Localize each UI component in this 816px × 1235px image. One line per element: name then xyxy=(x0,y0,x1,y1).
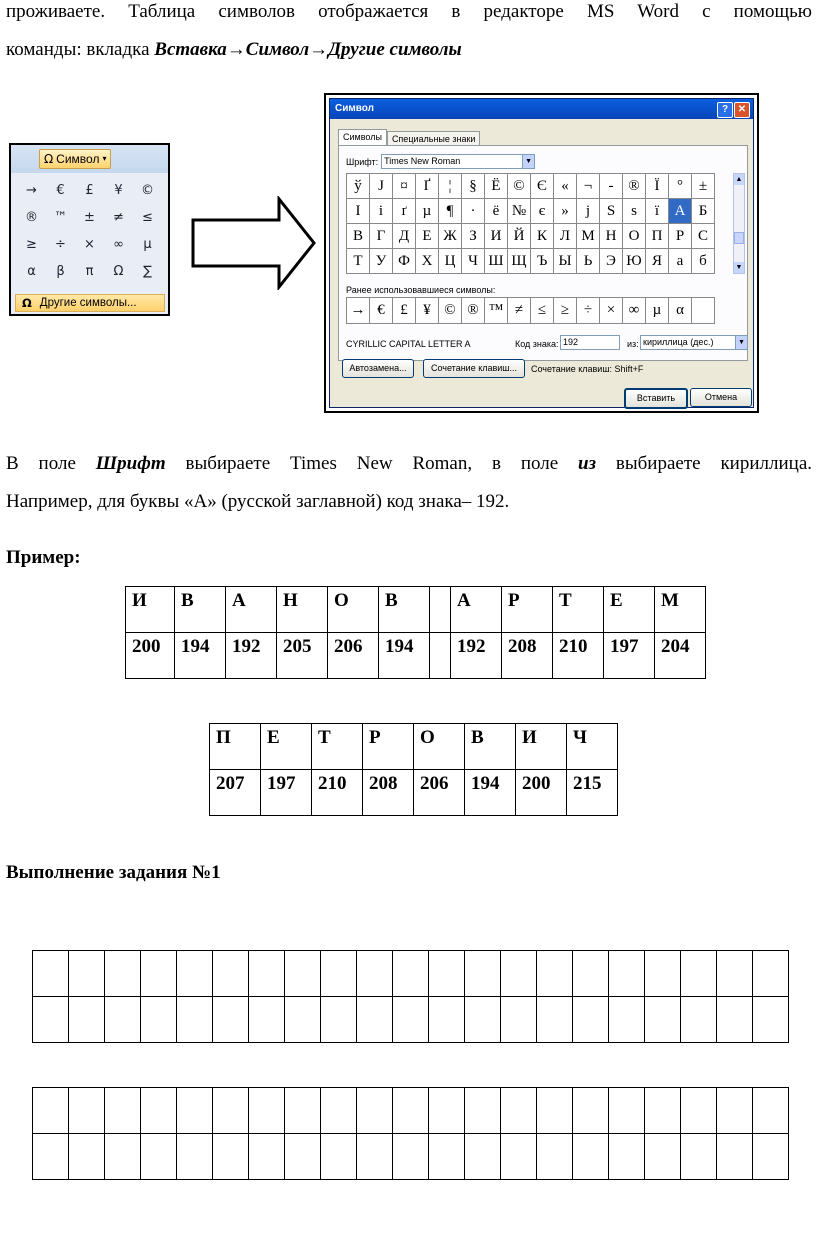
answer-cell[interactable] xyxy=(609,1134,645,1180)
table-row xyxy=(210,724,618,770)
answer-cell[interactable] xyxy=(429,997,465,1043)
answer-cell[interactable] xyxy=(357,1134,393,1180)
table-cell: 210 xyxy=(553,633,604,679)
more-symbols-menu-item[interactable] xyxy=(15,294,165,312)
recent-symbol-cell[interactable]: ≥ xyxy=(554,298,577,324)
symbol-cell[interactable]: Р xyxy=(669,224,692,249)
answer-cell[interactable] xyxy=(249,951,285,997)
symbol-dialog-screenshot xyxy=(324,93,759,413)
symbol-dropdown-cell[interactable]: ∑ xyxy=(143,264,152,279)
answer-cell[interactable] xyxy=(177,997,213,1043)
answer-cell[interactable] xyxy=(429,1134,465,1180)
answer-grid-2 xyxy=(32,1087,789,1180)
table-cell: О xyxy=(414,724,465,770)
intro-command-prefix: команды: вкладка xyxy=(6,39,155,60)
example-table-2 xyxy=(209,723,618,816)
answer-cell[interactable] xyxy=(141,951,177,997)
body-line-2: Например, для буквы «А» (русской заглавной) код знака– 192. xyxy=(6,491,510,512)
recent-symbol-cell[interactable]: ∞ xyxy=(623,298,646,324)
recent-symbols-label: Ранее использовавшиеся символы: xyxy=(346,285,496,295)
answer-cell[interactable] xyxy=(717,1088,753,1134)
symbol-cell[interactable]: Ъ xyxy=(531,249,554,274)
table-cell: 210 xyxy=(312,770,363,816)
answer-cell[interactable] xyxy=(501,997,537,1043)
symbol-cell[interactable]: Ы xyxy=(554,249,577,274)
symbol-cell[interactable]: ® xyxy=(623,174,646,199)
answer-cell[interactable] xyxy=(321,1134,357,1180)
symbol-dialog xyxy=(329,98,754,408)
omega-icon: Ω xyxy=(22,296,32,310)
symbol-cell[interactable]: Є xyxy=(531,174,554,199)
answer-cell[interactable] xyxy=(537,1134,573,1180)
symbols-tab-panel xyxy=(338,145,748,361)
symbol-cell[interactable]: Ј xyxy=(370,174,393,199)
answer-cell[interactable] xyxy=(429,1088,465,1134)
font-select-value: Times New Roman xyxy=(384,156,461,166)
answer-cell[interactable] xyxy=(501,1134,537,1180)
symbol-cell[interactable]: З xyxy=(462,224,485,249)
help-icon[interactable]: ? xyxy=(717,102,733,118)
symbol-cell[interactable]: С xyxy=(692,224,715,249)
symbol-cell[interactable]: Т xyxy=(347,249,370,274)
answer-cell[interactable] xyxy=(681,1088,717,1134)
answer-cell[interactable] xyxy=(105,1088,141,1134)
character-code-label: Код знака: xyxy=(515,339,559,349)
symbol-cell[interactable]: К xyxy=(531,224,554,249)
answer-cell[interactable] xyxy=(33,997,69,1043)
symbol-cell[interactable]: М xyxy=(577,224,600,249)
recent-symbol-cell[interactable]: → xyxy=(347,298,370,324)
symbol-cell[interactable]: Д xyxy=(393,224,416,249)
example-table-1 xyxy=(125,586,706,679)
answer-cell[interactable] xyxy=(573,1134,609,1180)
symbol-cell[interactable]: ї xyxy=(646,199,669,224)
symbol-cell[interactable]: « xyxy=(554,174,577,199)
symbol-dropdown-cell[interactable]: ≥ xyxy=(26,237,37,252)
table-cell: М xyxy=(655,587,706,633)
symbol-cell[interactable]: Ц xyxy=(439,249,462,274)
symbol-cell[interactable]: Щ xyxy=(508,249,531,274)
answer-cell[interactable] xyxy=(213,1134,249,1180)
symbol-cell[interactable]: ј xyxy=(577,199,600,224)
symbol-cell[interactable]: Г xyxy=(370,224,393,249)
cancel-button[interactable]: Отмена xyxy=(690,388,752,407)
symbol-cell[interactable]: ґ xyxy=(393,199,416,224)
symbol-cell[interactable]: - xyxy=(600,174,623,199)
table-cell: Ч xyxy=(567,724,618,770)
symbol-cell[interactable]: Э xyxy=(600,249,623,274)
table-cell: 208 xyxy=(363,770,414,816)
table-cell: Р xyxy=(363,724,414,770)
symbol-cell[interactable]: Ѕ xyxy=(600,199,623,224)
symbol-dropdown-cell[interactable]: € xyxy=(56,183,65,198)
symbol-cell[interactable]: Ч xyxy=(462,249,485,274)
font-label: Шрифт: xyxy=(346,156,379,167)
answer-cell[interactable] xyxy=(645,1088,681,1134)
symbol-cell[interactable]: » xyxy=(554,199,577,224)
recent-symbol-cell[interactable]: € xyxy=(370,298,393,324)
answer-cell[interactable] xyxy=(249,1134,285,1180)
character-code-input[interactable]: 192 xyxy=(560,335,620,350)
table-cell: И xyxy=(516,724,567,770)
symbol-cell[interactable]: ё xyxy=(485,199,508,224)
recent-symbol-cell[interactable]: ≠ xyxy=(508,298,531,324)
omega-icon: Ω xyxy=(44,152,54,166)
dialog-tabs xyxy=(338,131,480,146)
table-cell: Н xyxy=(277,587,328,633)
scroll-down-icon[interactable]: ▼ xyxy=(735,264,743,271)
symbol-cell[interactable]: ° xyxy=(669,174,692,199)
table-cell: В xyxy=(175,587,226,633)
symbol-cell[interactable]: Ґ xyxy=(416,174,439,199)
symbol-dropdown-cell[interactable]: ∞ xyxy=(113,237,124,252)
character-name: CYRILLIC CAPITAL LETTER A xyxy=(346,339,471,349)
table-row xyxy=(126,587,706,633)
insert-button[interactable]: Вставить xyxy=(624,388,688,409)
symbol-ribbon-button[interactable] xyxy=(39,149,111,169)
symbol-cell[interactable]: Я xyxy=(646,249,669,274)
recent-symbols-grid xyxy=(346,297,715,324)
table-cell: Р xyxy=(502,587,553,633)
symbol-cell[interactable]: ¦ xyxy=(439,174,462,199)
symbol-dropdown-cell[interactable]: £ xyxy=(85,183,94,198)
answer-cell[interactable] xyxy=(69,951,105,997)
table-cell: А xyxy=(226,587,277,633)
table-cell: 194 xyxy=(379,633,430,679)
table-cell: 200 xyxy=(126,633,175,679)
table-cell: 215 xyxy=(567,770,618,816)
answer-cell[interactable] xyxy=(357,1088,393,1134)
table-cell: 200 xyxy=(516,770,567,816)
answer-cell[interactable] xyxy=(213,1088,249,1134)
table-cell: О xyxy=(328,587,379,633)
answer-cell[interactable] xyxy=(645,1134,681,1180)
table-cell: 205 xyxy=(277,633,328,679)
symbol-cell[interactable]: б xyxy=(692,249,715,274)
symbol-cell[interactable]: а xyxy=(669,249,692,274)
symbol-cell[interactable]: № xyxy=(508,199,531,224)
answer-cell[interactable] xyxy=(609,997,645,1043)
symbol-cell[interactable]: § xyxy=(462,174,485,199)
answer-cell[interactable] xyxy=(501,951,537,997)
symbol-cell[interactable]: ў xyxy=(347,174,370,199)
symbol-cell[interactable]: В xyxy=(347,224,370,249)
symbol-cell[interactable]: О xyxy=(623,224,646,249)
intro-command-path: Вставка→Символ→Другие символы xyxy=(154,39,462,60)
answer-cell[interactable] xyxy=(393,951,429,997)
symbol-cell[interactable]: Б xyxy=(692,199,715,224)
table-cell: 206 xyxy=(328,633,379,679)
symbol-cell[interactable]: Ф xyxy=(393,249,416,274)
symbol-dropdown-cell[interactable]: α xyxy=(27,264,36,279)
answer-cell[interactable] xyxy=(393,1088,429,1134)
answer-cell[interactable] xyxy=(465,1134,501,1180)
symbol-cell[interactable]: ¤ xyxy=(393,174,416,199)
table-cell: В xyxy=(379,587,430,633)
answer-cell[interactable] xyxy=(105,951,141,997)
answer-cell[interactable] xyxy=(69,997,105,1043)
answer-cell[interactable] xyxy=(249,1088,285,1134)
table-row xyxy=(126,633,706,679)
symbol-cell[interactable]: Х xyxy=(416,249,439,274)
shortcut-key-button[interactable]: Сочетание клавиш... xyxy=(423,359,525,378)
table-cell: 197 xyxy=(604,633,655,679)
symbol-dropdown-panel xyxy=(9,143,170,316)
table-cell: 192 xyxy=(451,633,502,679)
answer-cell[interactable] xyxy=(753,1134,789,1180)
chevron-down-icon: ▾ xyxy=(102,154,107,163)
answer-cell[interactable] xyxy=(681,951,717,997)
answer-cell[interactable] xyxy=(285,1134,321,1180)
table-cell: Т xyxy=(312,724,363,770)
symbol-cell[interactable]: © xyxy=(508,174,531,199)
answer-cell[interactable] xyxy=(285,951,321,997)
symbol-cell[interactable]: Й xyxy=(508,224,531,249)
answer-cell[interactable] xyxy=(753,997,789,1043)
symbol-cell[interactable]: Ё xyxy=(485,174,508,199)
symbol-cell[interactable]: і xyxy=(370,199,393,224)
font-select[interactable] xyxy=(381,154,535,169)
answer-cell[interactable] xyxy=(573,951,609,997)
example-heading: Пример: xyxy=(6,547,81,568)
answer-cell[interactable] xyxy=(105,1134,141,1180)
symbol-dropdown-cell[interactable]: ± xyxy=(84,210,95,225)
table-cell xyxy=(430,587,451,633)
body-text: выбираете кириллица. xyxy=(596,453,813,474)
answer-cell[interactable] xyxy=(177,1088,213,1134)
table-cell: 192 xyxy=(226,633,277,679)
symbol-cell[interactable]: І xyxy=(347,199,370,224)
body-font-term: Шрифт xyxy=(95,453,166,474)
chevron-down-icon[interactable]: ▼ xyxy=(522,155,534,168)
answer-cell[interactable] xyxy=(69,1134,105,1180)
autocorrect-button[interactable]: Автозамена... xyxy=(342,359,414,378)
answer-cell[interactable] xyxy=(105,997,141,1043)
answer-cell[interactable] xyxy=(141,1088,177,1134)
close-icon[interactable]: ✕ xyxy=(734,102,750,118)
answer-cell[interactable] xyxy=(249,997,285,1043)
table-cell: Е xyxy=(604,587,655,633)
symbol-cell[interactable]: µ xyxy=(416,199,439,224)
recent-symbol-cell[interactable]: × xyxy=(600,298,623,324)
body-from-term: из xyxy=(578,453,597,474)
answer-cell[interactable] xyxy=(753,1088,789,1134)
symbol-cell[interactable]: ¶ xyxy=(439,199,462,224)
answer-cell[interactable] xyxy=(321,997,357,1043)
answer-cell[interactable] xyxy=(465,1088,501,1134)
answer-cell[interactable] xyxy=(69,1088,105,1134)
symbol-cell[interactable]: Ю xyxy=(623,249,646,274)
symbol-ribbon-label: Символ xyxy=(56,152,100,166)
answer-cell[interactable] xyxy=(717,997,753,1043)
symbol-dropdown-cell[interactable]: µ xyxy=(143,237,152,252)
table-cell: 197 xyxy=(261,770,312,816)
table-row xyxy=(33,1088,789,1134)
answer-cell[interactable] xyxy=(753,951,789,997)
symbol-dropdown-cell[interactable]: ÷ xyxy=(55,237,66,252)
answer-cell[interactable] xyxy=(681,997,717,1043)
symbol-cell[interactable]: ± xyxy=(692,174,715,199)
symbol-dropdown-cell[interactable]: π xyxy=(85,264,94,279)
recent-symbol-cell[interactable]: © xyxy=(439,298,462,324)
symbol-cell[interactable]: Е xyxy=(416,224,439,249)
body-text: В поле xyxy=(6,453,96,474)
symbol-cell[interactable]: П xyxy=(646,224,669,249)
recent-symbol-cell[interactable]: ¥ xyxy=(416,298,439,324)
symbol-cell[interactable]: У xyxy=(370,249,393,274)
table-cell: В xyxy=(465,724,516,770)
answer-grid-1 xyxy=(32,950,789,1043)
table-cell: 204 xyxy=(655,633,706,679)
symbol-dropdown-grid xyxy=(17,177,162,285)
symbol-cell[interactable]: А xyxy=(669,199,692,224)
shortcut-key-text: Сочетание клавиш: Shift+F xyxy=(531,364,644,374)
answer-cell[interactable] xyxy=(177,951,213,997)
table-row xyxy=(33,997,789,1043)
answer-cell[interactable] xyxy=(537,997,573,1043)
recent-symbol-cell[interactable]: α xyxy=(669,298,692,324)
answer-cell[interactable] xyxy=(681,1134,717,1180)
answer-cell[interactable] xyxy=(213,997,249,1043)
answer-cell[interactable] xyxy=(321,1088,357,1134)
answer-cell[interactable] xyxy=(393,1134,429,1180)
dialog-title: Символ xyxy=(335,103,374,114)
symbol-dropdown-cell[interactable]: ® xyxy=(25,210,38,225)
answer-cell[interactable] xyxy=(465,997,501,1043)
symbol-dropdown-cell[interactable]: ¥ xyxy=(114,183,123,198)
answer-cell[interactable] xyxy=(33,1088,69,1134)
symbol-cell[interactable]: Л xyxy=(554,224,577,249)
tab-special-characters[interactable]: Специальные знаки xyxy=(387,131,481,146)
answer-cell[interactable] xyxy=(393,997,429,1043)
answer-cell[interactable] xyxy=(537,1088,573,1134)
answer-cell[interactable] xyxy=(501,1088,537,1134)
more-symbols-label: Другие символы... xyxy=(39,297,137,309)
answer-cell[interactable] xyxy=(537,951,573,997)
answer-cell[interactable] xyxy=(321,951,357,997)
scroll-up-icon[interactable]: ▲ xyxy=(735,176,743,183)
answer-cell[interactable] xyxy=(141,1134,177,1180)
symbol-cell[interactable]: ѕ xyxy=(623,199,646,224)
answer-cell[interactable] xyxy=(465,951,501,997)
answer-cell[interactable] xyxy=(357,951,393,997)
symbol-cell[interactable]: Ж xyxy=(439,224,462,249)
from-label: из: xyxy=(627,339,639,349)
recent-symbol-cell[interactable] xyxy=(692,298,715,324)
table-cell: 194 xyxy=(175,633,226,679)
answer-cell[interactable] xyxy=(573,997,609,1043)
body-line-1 xyxy=(6,446,812,482)
table-cell: П xyxy=(210,724,261,770)
table-row xyxy=(33,1134,789,1180)
answer-cell[interactable] xyxy=(357,997,393,1043)
symbol-cell[interactable]: Н xyxy=(600,224,623,249)
answer-cell[interactable] xyxy=(141,997,177,1043)
table-cell: 208 xyxy=(502,633,553,679)
intro-line-1: проживаете. Таблица символов отображается в редакторе MS Word с помощью xyxy=(6,1,812,22)
table-cell: А xyxy=(451,587,502,633)
answer-cell[interactable] xyxy=(285,997,321,1043)
chevron-down-icon[interactable]: ▼ xyxy=(735,336,747,349)
symbol-cell[interactable]: И xyxy=(485,224,508,249)
answer-cell[interactable] xyxy=(177,1134,213,1180)
symbol-cell[interactable]: · xyxy=(462,199,485,224)
right-arrow-icon xyxy=(191,196,317,290)
recent-symbol-cell[interactable]: µ xyxy=(646,298,669,324)
recent-symbol-cell[interactable]: ≤ xyxy=(531,298,554,324)
symbol-cell[interactable]: ¬ xyxy=(577,174,600,199)
table-cell xyxy=(430,633,451,679)
answer-cell[interactable] xyxy=(609,951,645,997)
table-cell: 207 xyxy=(210,770,261,816)
symbol-dropdown-cell[interactable]: ™ xyxy=(54,210,67,225)
symbol-dropdown-cell[interactable]: ≠ xyxy=(113,210,124,225)
intro-line-2 xyxy=(6,32,812,68)
scrollbar-thumb[interactable] xyxy=(734,232,744,244)
from-select-value: кириллица (дес.) xyxy=(643,337,714,347)
symbol-dropdown-cell[interactable]: β xyxy=(56,264,65,279)
answer-cell[interactable] xyxy=(429,951,465,997)
symbol-dropdown-cell[interactable]: × xyxy=(84,237,95,252)
answer-cell[interactable] xyxy=(573,1088,609,1134)
symbol-dropdown-cell[interactable]: ≤ xyxy=(142,210,153,225)
symbol-dropdown-cell[interactable]: © xyxy=(141,183,154,198)
symbol-dropdown-cell[interactable]: Ω xyxy=(113,264,124,279)
symbol-cell[interactable]: є xyxy=(531,199,554,224)
task-heading: Выполнение задания №1 xyxy=(6,862,221,883)
symbol-cell[interactable]: Ї xyxy=(646,174,669,199)
answer-cell[interactable] xyxy=(33,1134,69,1180)
recent-symbol-cell[interactable]: ® xyxy=(462,298,485,324)
symbol-dropdown-cell[interactable]: → xyxy=(26,183,37,198)
table-cell: Т xyxy=(553,587,604,633)
recent-symbol-cell[interactable]: £ xyxy=(393,298,416,324)
table-cell: Е xyxy=(261,724,312,770)
answer-cell[interactable] xyxy=(609,1088,645,1134)
recent-symbol-cell[interactable]: ÷ xyxy=(577,298,600,324)
recent-symbol-cell[interactable]: ™ xyxy=(485,298,508,324)
from-select[interactable] xyxy=(640,335,748,350)
symbol-grid-scrollbar[interactable] xyxy=(733,173,745,274)
table-row xyxy=(33,951,789,997)
table-cell: 206 xyxy=(414,770,465,816)
answer-cell[interactable] xyxy=(645,997,681,1043)
answer-cell[interactable] xyxy=(285,1088,321,1134)
tab-symbols[interactable]: Символы xyxy=(338,129,387,146)
answer-cell[interactable] xyxy=(33,951,69,997)
answer-cell[interactable] xyxy=(717,951,753,997)
body-text: выбираете Times New Roman, в поле xyxy=(165,453,579,474)
ribbon-strip xyxy=(11,145,168,173)
symbol-cell[interactable]: Ь xyxy=(577,249,600,274)
answer-cell[interactable] xyxy=(213,951,249,997)
dialog-titlebar xyxy=(330,99,753,119)
answer-cell[interactable] xyxy=(717,1134,753,1180)
font-row xyxy=(346,154,535,169)
table-cell: И xyxy=(126,587,175,633)
answer-cell[interactable] xyxy=(645,951,681,997)
symbol-grid xyxy=(346,173,715,274)
symbol-cell[interactable]: Ш xyxy=(485,249,508,274)
table-row xyxy=(210,770,618,816)
table-cell: 194 xyxy=(465,770,516,816)
